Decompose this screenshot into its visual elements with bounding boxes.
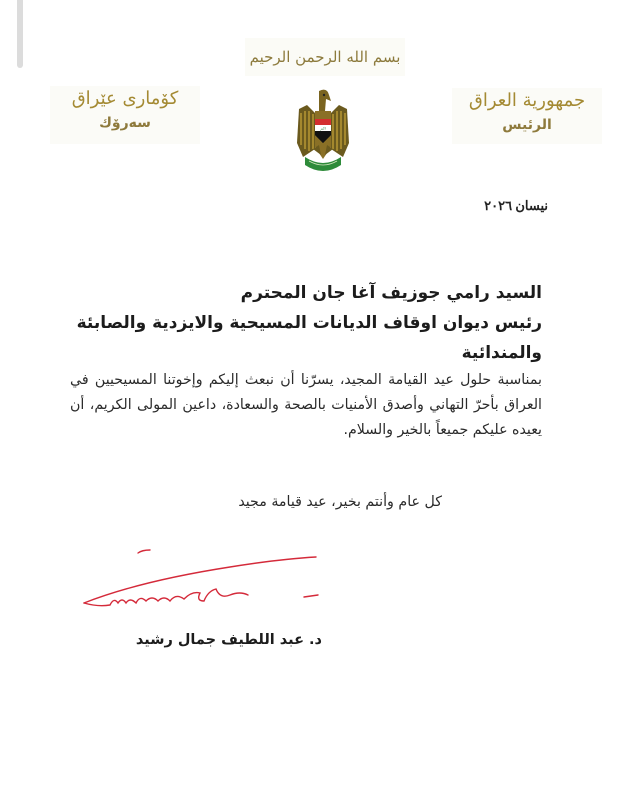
addressee: السيد رامي جوزيف آغا جان المحترم bbox=[240, 283, 542, 303]
signatory-name: د. عبد اللطيف جمال رشيد bbox=[135, 632, 322, 648]
republic-of-iraq-kurdish: كۆماری عێراق bbox=[71, 88, 179, 109]
president-kurdish: سەرۆك bbox=[99, 115, 151, 131]
letterhead-kurdish bbox=[50, 86, 200, 144]
basmala-text: بسم الله الرحمن الرحيم bbox=[249, 48, 401, 66]
basmala bbox=[245, 38, 405, 76]
president-arabic: الرئيس bbox=[502, 117, 552, 133]
iraq-emblem-icon bbox=[293, 87, 353, 175]
letter-body: بمناسبة حلول عيد القيامة المجيد، يسرّنا أن نبعث إليكم وإخوتنا المسيحيين في العراق بأحرّ التهاني وأصدق الأمنيات بالصحة والسعادة، داعين المولى الكريم، أن يعيده عليكم جميعاً بالخير والسلام. bbox=[70, 372, 542, 438]
letterhead bbox=[0, 0, 636, 200]
signature-icon bbox=[80, 545, 335, 615]
closing-greeting: كل عام وأنتم بخير، عيد قيامة مجيد bbox=[238, 494, 442, 510]
letterhead-arabic bbox=[452, 88, 602, 144]
svg-text:اكبر: اكبر bbox=[320, 126, 326, 131]
letter-date: نيسان ٢٠٢٦ bbox=[484, 198, 548, 213]
recipient-title: رئيس ديوان اوقاف الديانات المسيحية والايزدية والصابئة والمندائية bbox=[76, 313, 542, 363]
republic-of-iraq-arabic: جمهورية العراق bbox=[468, 90, 586, 111]
